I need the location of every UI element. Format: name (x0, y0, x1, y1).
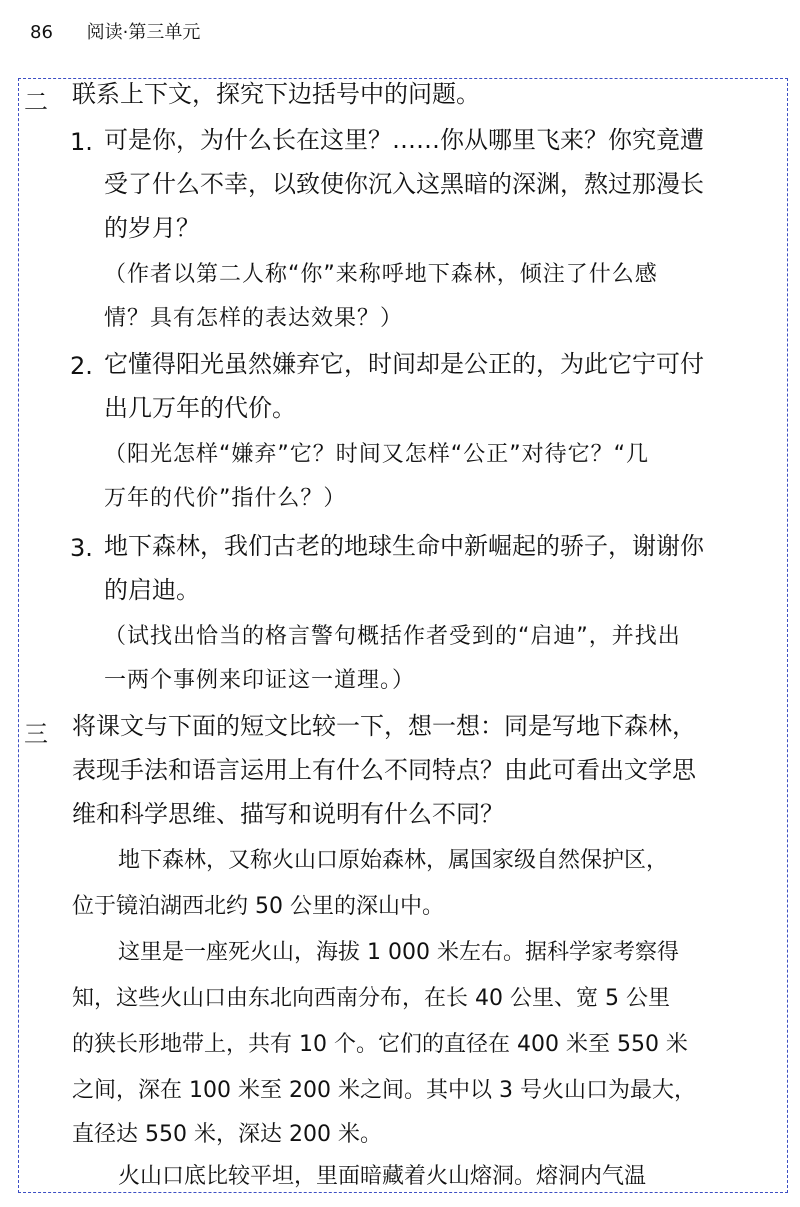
section-3-line-3: 维和科学思维、描写和说明有什么不同？ (72, 800, 504, 828)
passage-p2-line-4: 之间，深在 100 米至 200 米之间。其中以 3 号火山口为最大， (72, 1078, 696, 1103)
section-2-instruction: 联系上下文，探究下边括号中的问题。 (72, 80, 480, 108)
q1-line-2: 受了什么不幸，以致使你沉入这黑暗的深渊，熬过那漫长 (104, 170, 704, 198)
q3-number: 3. (70, 534, 93, 562)
section-2-marker: 二 (24, 88, 48, 116)
q2-line-1: 它懂得阳光虽然嫌弃它，时间却是公正的，为此它宁可付 (104, 350, 704, 378)
q2-number: 2. (70, 352, 93, 380)
q3-note-1: （试找出恰当的格言警句概括作者受到的“启迪”，并找出 (104, 624, 681, 649)
passage-p2-line-5: 直径达 550 米，深达 200 米。 (72, 1122, 382, 1147)
q1-note-1: （作者以第二人称“你”来称呼地下森林，倾注了什么感 (104, 262, 658, 287)
q2-note-1: （阳光怎样“嫌弃”它？时间又怎样“公正”对待它？“几 (104, 442, 649, 467)
passage-p2-line-3: 的狭长形地带上，共有 10 个。它们的直径在 400 米至 550 米 (72, 1032, 688, 1057)
q1-note-2: 情？具有怎样的表达效果？） (104, 306, 404, 331)
passage-p2-line-1: 这里是一座死火山，海拔 1 000 米左右。据科学家考察得 (118, 940, 679, 965)
section-3-marker: 三 (24, 720, 48, 748)
q1-line-3: 的岁月？ (104, 214, 200, 242)
q2-line-2: 出几万年的代价。 (104, 394, 296, 422)
passage-p3-line-1: 火山口底比较平坦，里面暗藏着火山熔洞。熔洞内气温 (118, 1164, 647, 1189)
q2-note-2: 万年的代价”指什么？） (104, 486, 347, 511)
q3-note-2: 一两个事例来印证这一道理。） (104, 668, 416, 693)
page-number: 86 (30, 22, 53, 43)
q3-line-2: 的启迪。 (104, 576, 200, 604)
passage-p1-line-2: 位于镜泊湖西北约 50 公里的深山中。 (72, 894, 444, 919)
section-3-line-1: 将课文与下面的短文比较一下，想一想：同是写地下森林， (72, 712, 696, 740)
passage-p2-line-2: 知，这些火山口由东北向西南分布，在长 40 公里、宽 5 公里 (72, 986, 670, 1011)
section-3-line-2: 表现手法和语言运用上有什么不同特点？由此可看出文学思 (72, 756, 696, 784)
q1-number: 1. (70, 128, 93, 156)
page-header (30, 18, 200, 44)
passage-p1-line-1: 地下森林，又称火山口原始森林，属国家级自然保护区， (118, 848, 669, 873)
running-title: 阅读·第三单元 (86, 22, 201, 43)
q1-line-1: 可是你，为什么长在这里？……你从哪里飞来？你究竟遭 (104, 126, 704, 154)
q3-line-1: 地下森林，我们古老的地球生命中新崛起的骄子，谢谢你 (104, 532, 704, 560)
